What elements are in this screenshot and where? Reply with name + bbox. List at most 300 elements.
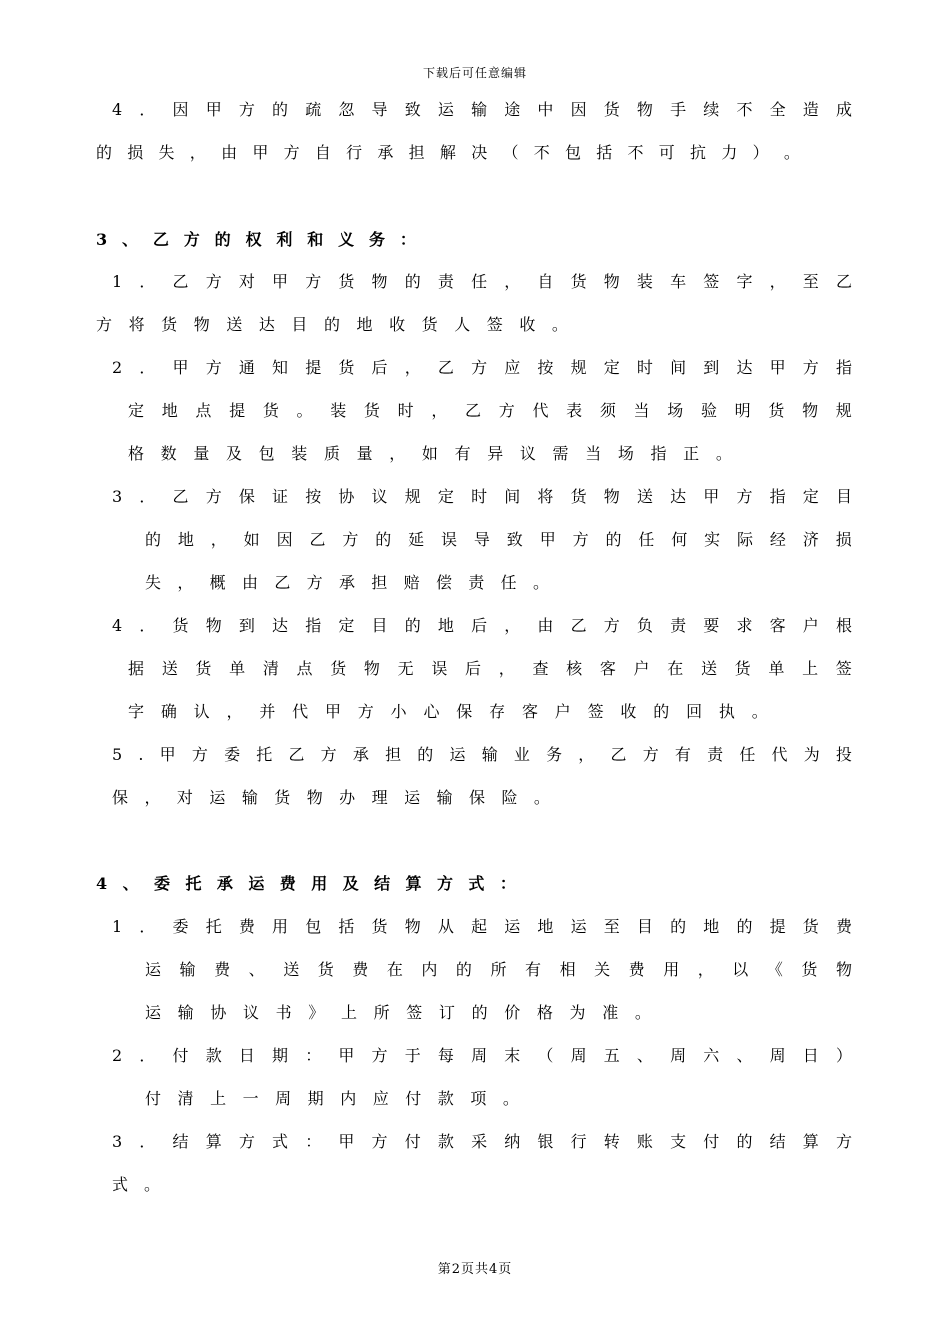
char: 地 bbox=[177, 530, 194, 549]
char: 为 bbox=[803, 745, 820, 764]
char: 格 bbox=[128, 444, 145, 463]
char: ． bbox=[139, 1046, 156, 1065]
char: 代 bbox=[771, 745, 788, 764]
char: 货 bbox=[421, 315, 438, 334]
char: 的 bbox=[323, 315, 340, 334]
char: 保 bbox=[112, 788, 129, 807]
char: 当 bbox=[633, 401, 650, 420]
char: 内 bbox=[421, 960, 438, 979]
char: 导 bbox=[371, 100, 388, 119]
char: 误 bbox=[431, 659, 448, 678]
char: 、 bbox=[122, 874, 139, 893]
char: 车 bbox=[670, 272, 687, 291]
text-line bbox=[112, 357, 852, 379]
char: 达 bbox=[670, 487, 687, 506]
char: 。 bbox=[783, 143, 800, 162]
char: 力 bbox=[721, 143, 738, 162]
char: 3 bbox=[112, 1132, 123, 1151]
char: 。 bbox=[532, 573, 549, 592]
char: ： bbox=[305, 1046, 322, 1065]
char: 定 bbox=[128, 401, 145, 420]
char: 3 bbox=[96, 230, 108, 249]
char: 甲 bbox=[272, 272, 289, 291]
char: 甲 bbox=[205, 100, 222, 119]
char: 式 bbox=[112, 1175, 129, 1194]
text-line bbox=[112, 1174, 160, 1196]
char: 。 bbox=[143, 1175, 160, 1194]
char: 周 bbox=[275, 1089, 292, 1108]
char: 周 bbox=[471, 1046, 488, 1065]
char: 运 bbox=[145, 960, 162, 979]
char: 物 bbox=[835, 960, 852, 979]
char: 达 bbox=[272, 616, 289, 635]
char: 务 bbox=[369, 230, 386, 249]
char: 确 bbox=[160, 702, 177, 721]
char: 用 bbox=[311, 874, 328, 893]
char: （ bbox=[537, 1046, 554, 1065]
char: 办 bbox=[339, 788, 356, 807]
char: 续 bbox=[703, 100, 720, 119]
char: 运 bbox=[404, 788, 421, 807]
char: ． bbox=[139, 917, 156, 936]
char: 款 bbox=[437, 1132, 454, 1151]
char: 议 bbox=[371, 487, 388, 506]
char: 货 bbox=[371, 917, 388, 936]
char: 指 bbox=[650, 444, 667, 463]
char: 何 bbox=[671, 530, 688, 549]
char: 指 bbox=[835, 358, 852, 377]
char: 途 bbox=[504, 100, 521, 119]
char: 上 bbox=[340, 1003, 357, 1022]
char: 定 bbox=[437, 487, 454, 506]
char: 行 bbox=[570, 1132, 587, 1151]
char: 客 bbox=[769, 616, 786, 635]
text-line bbox=[128, 701, 768, 723]
char: 的 bbox=[375, 530, 392, 549]
char: 方 bbox=[835, 1132, 852, 1151]
char: 通 bbox=[238, 358, 255, 377]
char: ， bbox=[210, 530, 227, 549]
char: 银 bbox=[537, 1132, 554, 1151]
char: 协 bbox=[210, 1003, 227, 1022]
char: 周 bbox=[670, 1046, 687, 1065]
char: 解 bbox=[439, 143, 456, 162]
char: 方 bbox=[306, 573, 323, 592]
char: 货 bbox=[195, 659, 212, 678]
char: 定 bbox=[802, 487, 819, 506]
text-line bbox=[112, 787, 550, 809]
char: 物 bbox=[363, 659, 380, 678]
char: 户 bbox=[633, 659, 650, 678]
text-line bbox=[145, 572, 549, 594]
char: 货 bbox=[734, 659, 751, 678]
char: 由 bbox=[537, 616, 554, 635]
char: 输 bbox=[436, 788, 453, 807]
char: 日 bbox=[802, 1046, 819, 1065]
char: 费 bbox=[352, 960, 369, 979]
char: 送 bbox=[283, 960, 300, 979]
char: 户 bbox=[554, 702, 571, 721]
char: 货 bbox=[570, 487, 587, 506]
char: 支 bbox=[670, 1132, 687, 1151]
char: 场 bbox=[617, 444, 634, 463]
char: 质 bbox=[323, 444, 340, 463]
char: 负 bbox=[636, 616, 653, 635]
char: 运 bbox=[449, 745, 466, 764]
char: 货 bbox=[603, 100, 620, 119]
char: ． bbox=[139, 1132, 156, 1151]
char: 全 bbox=[769, 100, 786, 119]
text-line bbox=[128, 658, 852, 680]
char: 方 bbox=[283, 143, 300, 162]
char: 心 bbox=[423, 702, 440, 721]
char: 费 bbox=[238, 917, 255, 936]
char: 承 bbox=[216, 874, 233, 893]
char: 赔 bbox=[403, 573, 420, 592]
char: 后 bbox=[371, 358, 388, 377]
char: 乙 bbox=[172, 272, 189, 291]
char: 每 bbox=[437, 1046, 454, 1065]
char: 指 bbox=[769, 487, 786, 506]
char: 运 bbox=[209, 788, 226, 807]
section-heading bbox=[96, 229, 416, 251]
char: 担 bbox=[385, 745, 402, 764]
char: 期 bbox=[272, 1046, 289, 1065]
text-line bbox=[128, 400, 852, 422]
char: 物 bbox=[603, 487, 620, 506]
char: 目 bbox=[835, 487, 852, 506]
char: 货 bbox=[330, 659, 347, 678]
section-heading bbox=[96, 873, 516, 895]
char: 达 bbox=[736, 358, 753, 377]
char: 方 bbox=[736, 487, 753, 506]
char: 后 bbox=[465, 659, 482, 678]
char: 的 bbox=[605, 530, 622, 549]
char: 乙 bbox=[610, 745, 627, 764]
char: ， bbox=[177, 573, 194, 592]
char: 决 bbox=[471, 143, 488, 162]
char: 方 bbox=[436, 874, 453, 893]
char: 托 bbox=[185, 874, 202, 893]
char: 包 bbox=[258, 444, 275, 463]
char: 协 bbox=[338, 487, 355, 506]
char: 至 bbox=[802, 272, 819, 291]
char: 定 bbox=[338, 616, 355, 635]
char: 的 bbox=[96, 143, 113, 162]
char: 算 bbox=[405, 874, 422, 893]
char: 所 bbox=[373, 1003, 390, 1022]
char: 并 bbox=[259, 702, 276, 721]
char: 正 bbox=[683, 444, 700, 463]
char: 格 bbox=[536, 1003, 553, 1022]
char: 方 bbox=[357, 702, 374, 721]
char: 输 bbox=[177, 1003, 194, 1022]
char: 用 bbox=[663, 960, 680, 979]
char: 输 bbox=[241, 788, 258, 807]
char: 方 bbox=[572, 530, 589, 549]
char: 2 bbox=[112, 358, 123, 377]
char: 由 bbox=[241, 573, 258, 592]
char: 议 bbox=[242, 1003, 259, 1022]
char: 乙 bbox=[172, 487, 189, 506]
char: ： bbox=[305, 1132, 322, 1151]
char: 甲 bbox=[252, 143, 269, 162]
char: 提 bbox=[305, 358, 322, 377]
char: 客 bbox=[599, 659, 616, 678]
char: 收 bbox=[620, 702, 637, 721]
char: ， bbox=[504, 616, 521, 635]
char: 失 bbox=[158, 143, 175, 162]
char: 查 bbox=[532, 659, 549, 678]
char: 因 bbox=[570, 100, 587, 119]
char: 5 bbox=[112, 745, 123, 764]
char: 的 bbox=[736, 917, 753, 936]
text-line bbox=[145, 1002, 651, 1024]
char: 误 bbox=[441, 530, 458, 549]
char: 货 bbox=[172, 616, 189, 635]
char: 送 bbox=[226, 315, 243, 334]
char: 一 bbox=[242, 1089, 259, 1108]
char: 不 bbox=[627, 143, 644, 162]
char: 方 bbox=[498, 401, 515, 420]
char: 《 bbox=[766, 960, 783, 979]
char: 时 bbox=[471, 487, 488, 506]
char: 账 bbox=[636, 1132, 653, 1151]
char: 乙 bbox=[274, 573, 291, 592]
char: 应 bbox=[504, 358, 521, 377]
char: 务 bbox=[546, 745, 563, 764]
char: ， bbox=[389, 444, 406, 463]
char: 责 bbox=[707, 745, 724, 764]
char: ， bbox=[431, 401, 448, 420]
char: 单 bbox=[768, 659, 785, 678]
char: 方 bbox=[320, 745, 337, 764]
char: 的 bbox=[214, 230, 231, 249]
char: 核 bbox=[566, 659, 583, 678]
char: 人 bbox=[454, 315, 471, 334]
char: 验 bbox=[700, 401, 717, 420]
char: ． bbox=[139, 616, 156, 635]
char: 方 bbox=[642, 745, 659, 764]
char: ， bbox=[404, 358, 421, 377]
char: 运 bbox=[437, 100, 454, 119]
char: 转 bbox=[603, 1132, 620, 1151]
char: 求 bbox=[736, 616, 753, 635]
char: 装 bbox=[636, 272, 653, 291]
char: 4 bbox=[96, 874, 108, 893]
char: 送 bbox=[161, 659, 178, 678]
char: 乙 bbox=[437, 358, 454, 377]
char: ， bbox=[144, 788, 161, 807]
char: 收 bbox=[389, 315, 406, 334]
char: 乙 bbox=[465, 401, 482, 420]
char: 4 bbox=[112, 616, 123, 635]
char: 导 bbox=[473, 530, 490, 549]
char: 甲 bbox=[324, 702, 341, 721]
char: 货 bbox=[768, 401, 785, 420]
char: 保 bbox=[238, 487, 255, 506]
char: ） bbox=[752, 143, 769, 162]
char: 达 bbox=[258, 315, 275, 334]
char: 清 bbox=[262, 659, 279, 678]
char: 准 bbox=[602, 1003, 619, 1022]
char: 托 bbox=[205, 917, 222, 936]
char: 中 bbox=[537, 100, 554, 119]
char: 如 bbox=[421, 444, 438, 463]
char: 的 bbox=[272, 100, 289, 119]
char: ． bbox=[139, 487, 156, 506]
char: 不 bbox=[736, 100, 753, 119]
char: 乙 bbox=[288, 745, 305, 764]
char: 内 bbox=[340, 1089, 357, 1108]
char: 算 bbox=[205, 1132, 222, 1151]
char: 成 bbox=[835, 100, 852, 119]
char: 货 bbox=[338, 358, 355, 377]
char: 存 bbox=[489, 702, 506, 721]
char: 方 bbox=[305, 272, 322, 291]
char: 甲 bbox=[703, 487, 720, 506]
char: 应 bbox=[372, 1089, 389, 1108]
char: 清 bbox=[177, 1089, 194, 1108]
char: 致 bbox=[404, 100, 421, 119]
text-line bbox=[112, 744, 852, 766]
char: 地 bbox=[356, 315, 373, 334]
char: 的 bbox=[145, 530, 162, 549]
char: 将 bbox=[128, 315, 145, 334]
char: 乙 bbox=[152, 230, 169, 249]
char: 纳 bbox=[504, 1132, 521, 1151]
char: ， bbox=[504, 272, 521, 291]
char: 方 bbox=[371, 1132, 388, 1151]
char: 间 bbox=[504, 487, 521, 506]
char: 提 bbox=[229, 401, 246, 420]
char: 行 bbox=[346, 143, 363, 162]
char: 的 bbox=[404, 616, 421, 635]
char: 手 bbox=[670, 100, 687, 119]
char: 委 bbox=[154, 874, 171, 893]
char: 物 bbox=[371, 272, 388, 291]
char: 物 bbox=[802, 401, 819, 420]
char: 物 bbox=[404, 917, 421, 936]
char: 期 bbox=[307, 1089, 324, 1108]
char: 由 bbox=[221, 143, 238, 162]
char: 字 bbox=[736, 272, 753, 291]
char: 的 bbox=[455, 960, 472, 979]
char: 据 bbox=[128, 659, 145, 678]
char: 责 bbox=[670, 616, 687, 635]
char: 担 bbox=[371, 573, 388, 592]
char: 字 bbox=[128, 702, 145, 721]
char: 任 bbox=[500, 573, 517, 592]
char: 3 bbox=[112, 487, 123, 506]
char: 数 bbox=[160, 444, 177, 463]
char: 物 bbox=[636, 100, 653, 119]
char: ， bbox=[498, 659, 515, 678]
char: 有 bbox=[674, 745, 691, 764]
char: 方 bbox=[183, 230, 200, 249]
char: 责 bbox=[468, 573, 485, 592]
char: 送 bbox=[636, 487, 653, 506]
char: 乙 bbox=[309, 530, 326, 549]
text-line bbox=[128, 443, 732, 465]
char: 量 bbox=[356, 444, 373, 463]
char: 担 bbox=[408, 143, 425, 162]
char: 。 bbox=[502, 1089, 519, 1108]
text-line bbox=[112, 916, 852, 938]
char: 对 bbox=[176, 788, 193, 807]
char: 款 bbox=[205, 1046, 222, 1065]
char: 费 bbox=[214, 960, 231, 979]
char: 方 bbox=[342, 530, 359, 549]
char: 地 bbox=[161, 401, 178, 420]
char: 回 bbox=[686, 702, 703, 721]
char: （ bbox=[502, 143, 519, 162]
char: 所 bbox=[490, 960, 507, 979]
char: 投 bbox=[835, 745, 852, 764]
char: 价 bbox=[504, 1003, 521, 1022]
char: 括 bbox=[596, 143, 613, 162]
char: 货 bbox=[274, 788, 291, 807]
char: 按 bbox=[537, 358, 554, 377]
text-line bbox=[112, 486, 852, 508]
char: 付 bbox=[172, 1046, 189, 1065]
char: 、 bbox=[122, 230, 139, 249]
char: 方 bbox=[802, 358, 819, 377]
char: 无 bbox=[397, 659, 414, 678]
char: 以 bbox=[732, 960, 749, 979]
char: 地 bbox=[703, 917, 720, 936]
char: 方 bbox=[96, 315, 113, 334]
char: 物 bbox=[205, 616, 222, 635]
char: 运 bbox=[504, 917, 521, 936]
char: 周 bbox=[769, 1046, 786, 1065]
char: ： bbox=[499, 874, 516, 893]
char: 济 bbox=[802, 530, 819, 549]
char: 至 bbox=[603, 917, 620, 936]
char: 因 bbox=[276, 530, 293, 549]
page-footer: 第2页共4页 bbox=[437, 1262, 513, 1277]
char: 货 bbox=[317, 960, 334, 979]
char: 提 bbox=[769, 917, 786, 936]
char: 承 bbox=[377, 143, 394, 162]
char: 认 bbox=[193, 702, 210, 721]
char: 结 bbox=[769, 1132, 786, 1151]
char: 甲 bbox=[338, 1132, 355, 1151]
text-line bbox=[96, 142, 800, 164]
char: 将 bbox=[537, 487, 554, 506]
char: 物 bbox=[603, 272, 620, 291]
char: 对 bbox=[238, 272, 255, 291]
char: 。 bbox=[715, 444, 732, 463]
char: 单 bbox=[229, 659, 246, 678]
char: 时 bbox=[636, 358, 653, 377]
char: 付 bbox=[404, 1132, 421, 1151]
char: 在 bbox=[667, 659, 684, 678]
char: 包 bbox=[305, 917, 322, 936]
page-header: 下载后可任意编辑 bbox=[422, 66, 527, 80]
char: 概 bbox=[209, 573, 226, 592]
text-line bbox=[112, 1131, 852, 1153]
char: 货 bbox=[161, 315, 178, 334]
char: 签 bbox=[703, 272, 720, 291]
char: 险 bbox=[501, 788, 518, 807]
char: 代 bbox=[292, 702, 309, 721]
char: 括 bbox=[338, 917, 355, 936]
char: 地 bbox=[537, 917, 554, 936]
char: 用 bbox=[272, 917, 289, 936]
char: 收 bbox=[519, 315, 536, 334]
char: 甲 bbox=[338, 1046, 355, 1065]
